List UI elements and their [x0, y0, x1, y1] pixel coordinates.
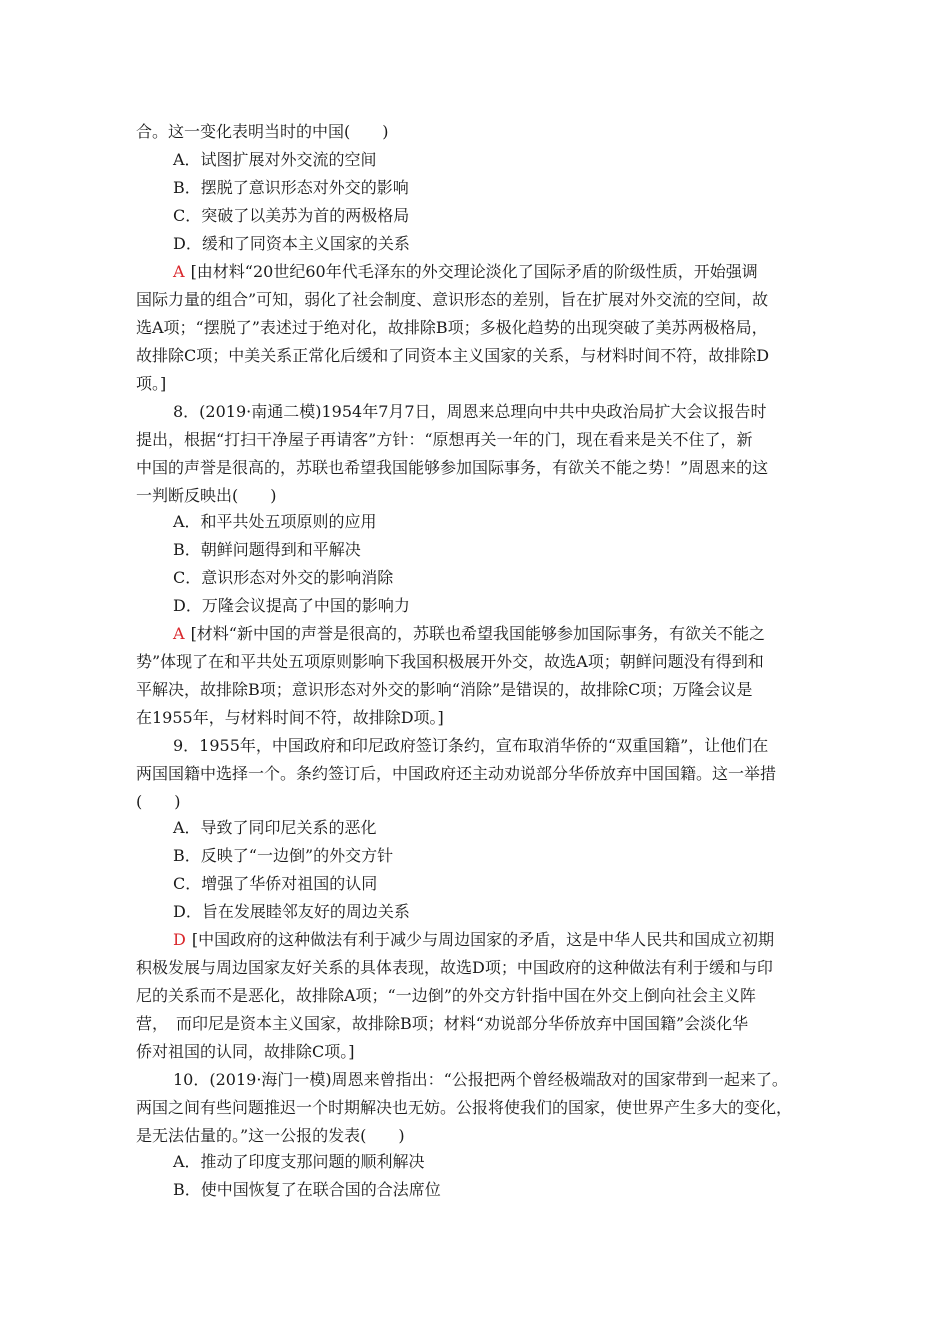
q10-stem-line-1: 10．(2019·海门一模)周恩来曾指出：“公报把两个曾经极端敌对的国家带到一起来了。: [173, 1070, 788, 1089]
q7-explanation-line-5: 项。]: [136, 374, 167, 393]
q7-explanation-line-3: 选A项；“摆脱了”表述过于绝对化，故排除B项；多极化趋势的出现突破了美苏两极格局，: [136, 318, 768, 337]
q8-stem-line-2: 提出，根据“打扫干净屋子再请客”方针：“原想再关一年的门，现在看来是关不住了，新: [136, 430, 753, 449]
q8-answer: A: [173, 624, 185, 643]
q10-option-a: A．推动了印度支那问题的顺利解决: [173, 1152, 425, 1171]
q9-explanation-line-5: 侨对祖国的认同，故排除C项。]: [136, 1042, 355, 1061]
q8-option-a: A．和平共处五项原则的应用: [173, 512, 377, 531]
q8-explanation-line-1: A [材料“新中国的声誉是很高的，苏联也希望我国能够参加国际事务，有欲关不能之: [173, 624, 765, 643]
q7-option-c: C．突破了以美苏为首的两极格局: [173, 206, 410, 225]
q9-option-c: C．增强了华侨对祖国的认同: [173, 874, 378, 893]
q8-option-d: D．万隆会议提高了中国的影响力: [173, 596, 410, 615]
q7-answer: A: [173, 262, 185, 281]
q8-explanation-line-4: 在1955年，与材料时间不符，故排除D项。]: [136, 708, 444, 727]
q10-option-b: B．使中国恢复了在联合国的合法席位: [173, 1180, 441, 1199]
q7-explanation-line-4: 故排除C项；中美关系正常化后缓和了同资本主义国家的关系，与材料时间不符，故排除D: [136, 346, 770, 365]
q8-stem-line-4: 一判断反映出( ): [136, 486, 277, 505]
q7-option-d: D．缓和了同资本主义国家的关系: [173, 234, 410, 253]
q8-option-b: B．朝鲜问题得到和平解决: [173, 540, 361, 559]
q7-option-b: B．摆脱了意识形态对外交的影响: [173, 178, 409, 197]
q8-stem-line-3: 中国的声誉是很高的，苏联也希望我国能够参加国际事务，有欲关不能之势！”周恩来的这: [136, 458, 769, 477]
q9-explanation-line-4: 营， 而印尼是资本主义国家，故排除B项；材料“劝说部分华侨放弃中国国籍”会淡化华: [136, 1014, 749, 1033]
q9-option-a: A．导致了同印尼关系的恶化: [173, 818, 377, 837]
q7-stem-tail: 合。这一变化表明当时的中国( ): [136, 122, 389, 141]
q10-stem-line-3: 是无法估量的。”这一公报的发表( ): [136, 1126, 405, 1145]
q8-explanation-line-3: 平解决，故排除B项；意识形态对外交的影响“消除”是错误的，故排除C项；万隆会议是: [136, 680, 753, 699]
q9-explanation-line-2: 积极发展与周边国家友好关系的具体表现，故选D项；中国政府的这种做法有利于缓和与印: [136, 958, 773, 977]
q7-explanation-line-2: 国际力量的组合”可知，弱化了社会制度、意识形态的差别，旨在扩展对外交流的空间，故: [136, 290, 769, 309]
q9-option-d: D．旨在发展睦邻友好的周边关系: [173, 902, 410, 921]
q9-option-b: B．反映了“一边倒”的外交方针: [173, 846, 394, 865]
q9-stem-line-3: ( ): [136, 792, 181, 811]
q8-option-c: C．意识形态对外交的影响消除: [173, 568, 394, 587]
q9-explanation-line-1: D [中国政府的这种做法有利于减少与周边国家的矛盾，这是中华人民共和国成立初期: [173, 930, 775, 949]
q9-answer: D: [173, 930, 186, 949]
q8-stem-line-1: 8．(2019·南通二模)1954年7月7日，周恩来总理向中共中央政治局扩大会议报告时: [173, 402, 767, 421]
q7-explanation-line-1: A [由材料“20世纪60年代毛泽东的外交理论淡化了国际矛盾的阶级性质，开始强调: [173, 262, 758, 281]
q9-stem-line-2: 两国国籍中选择一个。条约签订后，中国政府还主动劝说部分华侨放弃中国国籍。这一举措: [136, 764, 777, 783]
q7-option-a: A．试图扩展对外交流的空间: [173, 150, 377, 169]
q10-stem-line-2: 两国之间有些问题推迟一个时期解决也无妨。公报将使我们的国家，使世界产生多大的变化，: [136, 1098, 793, 1117]
q9-explanation-line-3: 尼的关系而不是恶化，故排除A项；“一边倒”的外交方针指中国在外交上倒向社会主义阵: [136, 986, 756, 1005]
q9-stem-line-1: 9．1955年，中国政府和印尼政府签订条约，宣布取消华侨的“双重国籍”，让他们在: [173, 736, 769, 755]
q8-explanation-line-2: 势”体现了在和平共处五项原则影响下我国积极展开外交，故选A项；朝鲜问题没有得到和: [136, 652, 764, 671]
